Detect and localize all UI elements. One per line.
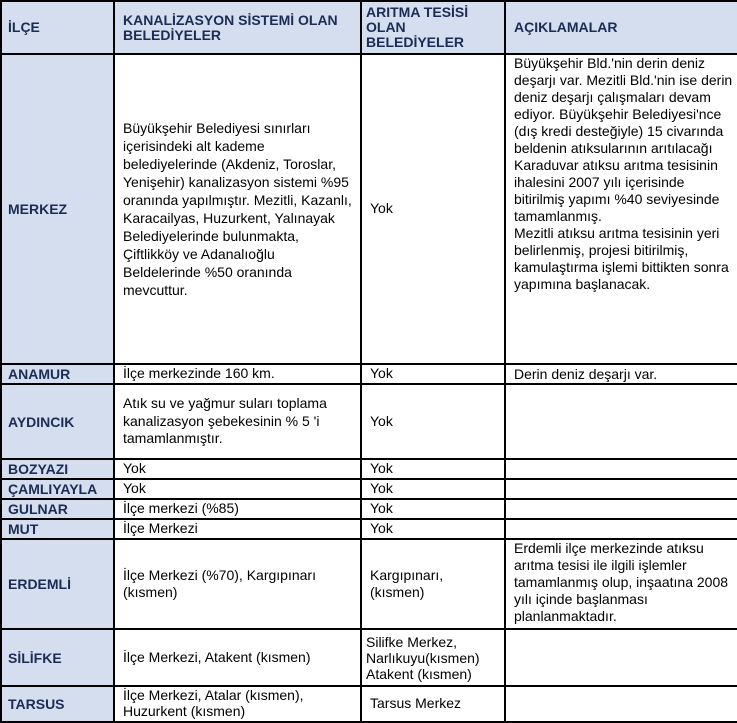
row-aciklama [505, 686, 737, 722]
row-kanalizasyon: Büyükşehir Belediyesi sınırları içerisindeki alt kademe belediyelerinde (Akdeniz, Toroslar, Yenişehir) kanalizasyon sistemi %95 oranında yapılmıştır. Mezitli, Kazanlı, Karacailyas, Huzurkent, Yalınayak Belediyelerinde bulunmakta, Çiftlikköy ve Adanalıoğlu Beldelerinde %50 oranında mevcuttur. [114, 54, 361, 364]
row-kanalizasyon: Yok [114, 459, 361, 479]
row-aritma: Kargıpınarı, (kısmen) [361, 539, 505, 629]
row-aritma: Yok [361, 459, 505, 479]
row-aciklama: Derin deniz deşarjı var. [505, 364, 737, 384]
table-row [1, 629, 737, 686]
row-kanalizasyon: İlçe Merkezi [114, 519, 361, 539]
header-aciklamalar: AÇIKLAMALAR [505, 1, 737, 54]
table-row [1, 539, 737, 629]
row-ilce: ÇAMLIYAYLA [1, 479, 114, 499]
row-aciklama [505, 54, 737, 364]
row-aciklama [505, 499, 737, 519]
row-ilce: TARSUS [1, 686, 114, 722]
row-ilce: AYDINCIK [1, 384, 114, 459]
row-kanalizasyon: Yok [114, 479, 361, 499]
row-aciklama-p1: Büyükşehir Bld.'nin derin deniz deşarjı var. Mezitli Bld.'nin ise derin deniz deşarjı çalışmaları devam ediyor. Büyükşehir Belediyesi'nce (dış kredi desteğiyle) 15 civarında beldenin atıksularının arıtılacağı Karaduvar atıksu arıtma tesisinin ihalesini 2007 yılı içerisinde bitirilmiş yapımı %40 seviyesinde tamamlanmış. [514, 55, 733, 224]
row-kanalizasyon: İlçe merkezinde 160 km. [114, 364, 361, 384]
table-row [1, 479, 737, 499]
header-ilce: İLÇE [1, 1, 114, 54]
table-row [1, 686, 737, 722]
table-row [1, 499, 737, 519]
table-row [1, 54, 737, 364]
row-aritma: Yok [361, 519, 505, 539]
row-aciklama [505, 519, 737, 539]
row-aritma: Tarsus Merkez [361, 686, 505, 722]
row-ilce: ERDEMLİ [1, 539, 114, 629]
row-aciklama [505, 479, 737, 499]
row-aritma: Silifke Merkez, Narlıkuyu(kısmen) Atakent (kısmen) [361, 629, 505, 686]
row-ilce: SİLİFKE [1, 629, 114, 686]
row-kanalizasyon: İlçe Merkezi, Atakent (kısmen) [114, 629, 361, 686]
row-aritma: Yok [361, 54, 505, 364]
header-kanalizasyon: KANALİZASYON SİSTEMİ OLAN BELEDİYELER [114, 1, 361, 54]
table-row [1, 519, 737, 539]
header-row [1, 1, 737, 54]
row-aciklama: Erdemli ilçe merkezinde atıksu arıtma tesisi ile ilgili işlemler tamamlanmış olup, inşaatına 2008 yılı içinde başlanması planlanmaktadır. [505, 539, 737, 629]
row-aciklama-p2: Mezitli atıksu arıtma tesisinin yeri belirlenmiş, projesi bitirilmiş, kamulaştırma işlemi bittikten sonra yapımına başlanacak. [514, 225, 729, 292]
row-kanalizasyon: İlçe merkezi (%85) [114, 499, 361, 519]
row-ilce: BOZYAZI [1, 459, 114, 479]
row-aritma: Yok [361, 384, 505, 459]
row-aciklama [505, 384, 737, 459]
row-ilce: MUT [1, 519, 114, 539]
row-aritma: Yok [361, 364, 505, 384]
row-ilce: ANAMUR [1, 364, 114, 384]
row-kanalizasyon: Atık su ve yağmur suları toplama kanalizasyon şebekesinin % 5 'i tamamlanmıştır. [114, 384, 361, 459]
table-row [1, 384, 737, 459]
row-aritma: Yok [361, 479, 505, 499]
header-aritma: ARITMA TESİSİ OLAN BELEDİYELER [361, 1, 505, 54]
table-row [1, 459, 737, 479]
row-ilce: GULNAR [1, 499, 114, 519]
table-row [1, 364, 737, 384]
row-aritma: Yok [361, 499, 505, 519]
row-aciklama [505, 459, 737, 479]
row-kanalizasyon: İlçe Merkezi, Atalar (kısmen), Huzurkent (kısmen) [114, 686, 361, 722]
row-kanalizasyon: İlçe Merkezi (%70), Kargıpınarı (kısmen) [114, 539, 361, 629]
row-aciklama [505, 629, 737, 686]
row-ilce: MERKEZ [1, 54, 114, 364]
